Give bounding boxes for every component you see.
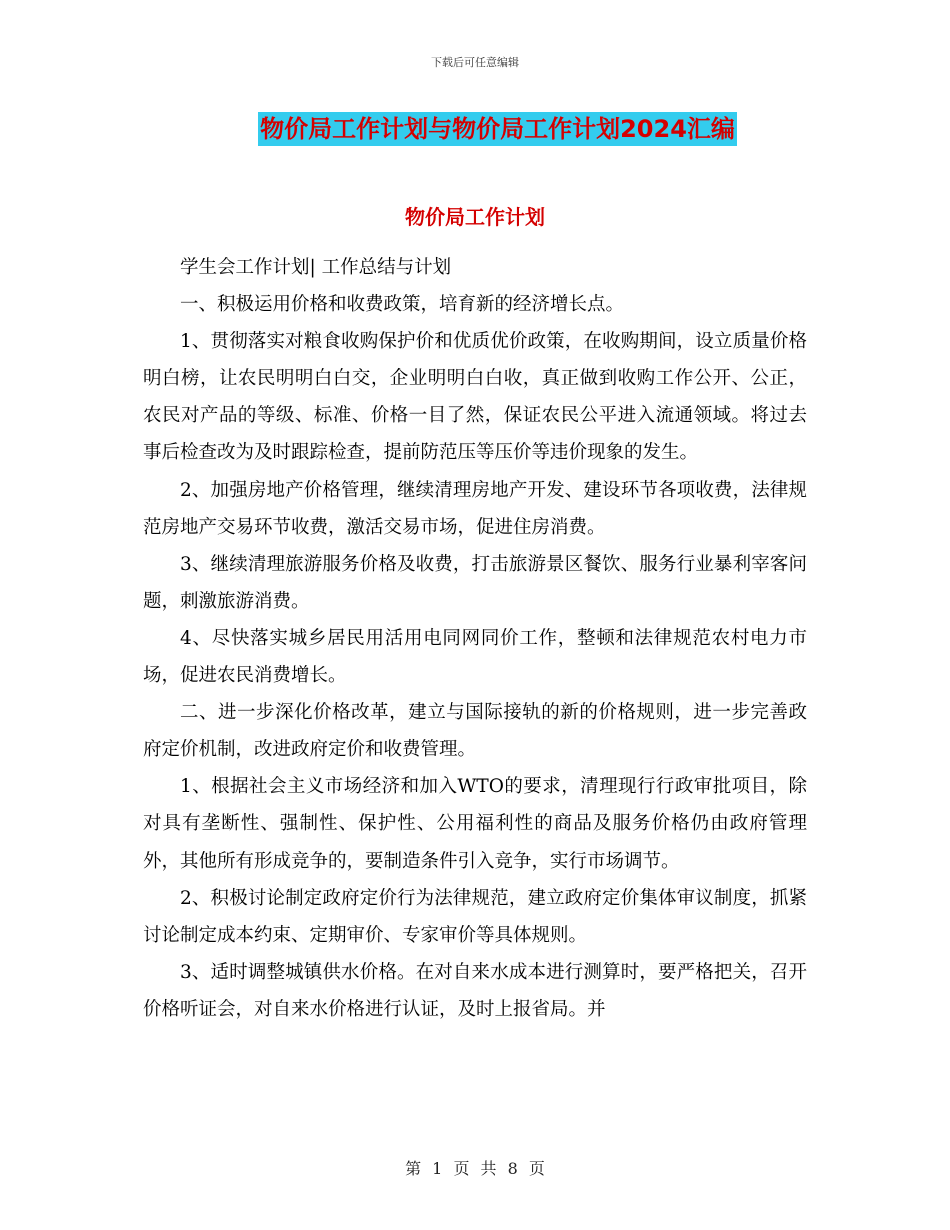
paragraph: 二、进一步深化价格改革，建立与国际接轨的新的价格规则，进一步完善政府定价机制，改进政府定价和收费管理。 [143,702,807,761]
paragraph: 1、贯彻落实对粮食收购保护价和优质优价政策，在收购期间，设立质量价格明白榜，让农民明明白白交，企业明明白白收，真正做到收购工作公开、公正，农民对产品的等级、标准、价格一目了然，保证农民公平进入流通领域。将过去事后检查改为及时跟踪检查，提前防范压等压价等违价现象的发生。 [143,331,807,464]
main-title: 物价局工作计划与物价局工作计划2024汇编 [258,112,737,146]
paragraph: 1、根据社会主义市场经济和加入WTO的要求，清理现行行政审批项目，除对具有垄断性、强制性、保护性、公用福利性的商品及服务价格仍由政府管理外，其他所有形成竞争的，要制造条件引入竞争，实行市场调节。 [143,776,807,872]
body-text [143,249,807,1028]
main-title-wrap [0,112,950,146]
paragraph: 3、继续清理旅游服务价格及收费，打击旅游景区餐饮、服务行业暴利宰客问题，刺激旅游消费。 [143,553,807,612]
paragraph: 学生会工作计划| 工作总结与计划 [180,257,452,278]
page-footer: 第 1 页 共 8 页 [405,1159,545,1178]
paragraph: 4、尽快落实城乡居民用活用电同网同价工作，整顿和法律规范农村电力市场，促进农民消费增长。 [143,627,807,687]
section-title: 物价局工作计划 [405,205,545,229]
paragraph: 2、积极讨论制定政府定价行为法律规范，建立政府定价集体审议制度，抓紧讨论制定成本约束、定期审价、专家审价等具体规则。 [143,887,807,946]
header-note: 下载后可任意编辑 [431,56,519,69]
paragraph: 2、加强房地产价格管理，继续清理房地产开发、建设环节各项收费，法律规范房地产交易环节收费，激活交易市场，促进住房消费。 [143,479,807,538]
paragraph: 3、适时调整城镇供水价格。在对自来水成本进行测算时，要严格把关，召开价格听证会，对自来水价格进行认证，及时上报省局。并 [143,961,807,1020]
paragraph: 一、积极运用价格和收费政策，培育新的经济增长点。 [180,294,625,316]
